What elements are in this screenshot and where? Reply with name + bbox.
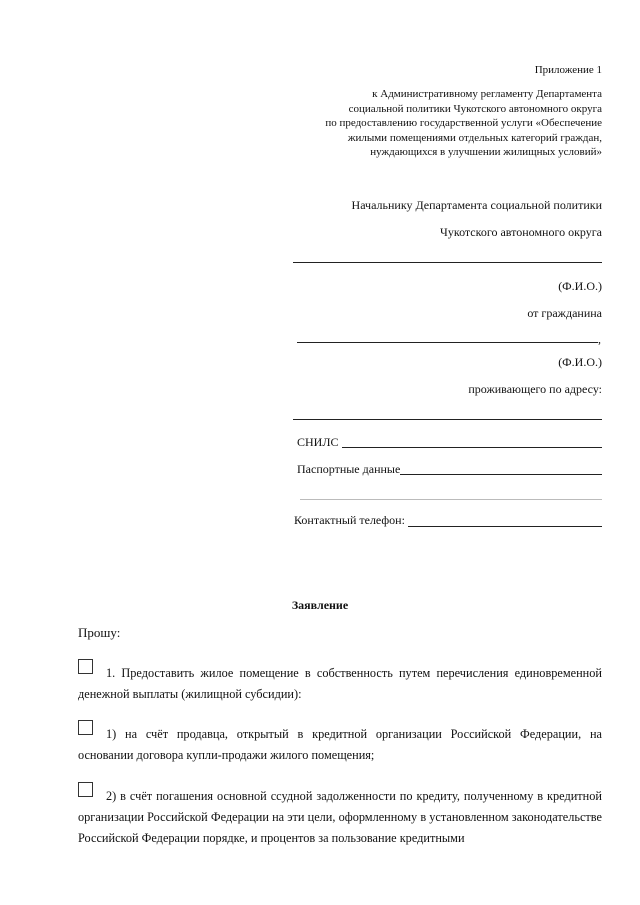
fio-caption-2: (Ф.И.О.) xyxy=(558,355,602,369)
regulation-line: к Административному регламенту Департамента xyxy=(372,88,602,100)
regulation-line: жилыми помещениями отдельных категорий граждан, xyxy=(347,131,602,144)
passport-extra-field[interactable] xyxy=(300,499,602,500)
snils-label: СНИЛС xyxy=(297,435,339,449)
snils-field[interactable] xyxy=(342,447,602,448)
passport-field[interactable] xyxy=(400,474,602,475)
addressee-line-2: Чукотского автономного округа xyxy=(440,225,602,239)
regulation-line: нуждающихся в улучшении жилищных условий» xyxy=(370,146,602,159)
phone-field[interactable] xyxy=(408,526,602,527)
item-1-2-text xyxy=(78,786,602,849)
item-1-text xyxy=(78,663,602,705)
citizen-name-field[interactable] xyxy=(297,342,598,343)
phone-label: Контактный телефон: xyxy=(294,513,405,527)
appendix-number: Приложение 1 xyxy=(534,64,602,76)
passport-label: Паспортные данные xyxy=(297,462,401,476)
regulation-line: по предоставлению государственной услуги «Обеспечение xyxy=(325,117,602,130)
comma: , xyxy=(598,332,601,346)
item-1-2-label: 2) в счёт погашения основной ссудной задолженности по кредиту, полученному в кредитной организации Российской Федерации на эти цели, оформленному в установленном законодательстве Российской Федерации порядке, и процентов за пользование кредитными xyxy=(78,789,602,845)
item-1-label: 1. Предоставить жилое помещение в собственность путем перечисления единовременной денежной выплаты (жилищной субсидии): xyxy=(78,666,602,701)
regulation-line: социальной политики Чукотского автономного округа xyxy=(348,102,602,115)
address-field[interactable] xyxy=(293,419,602,420)
item-1-1-label: 1) на счёт продавца, открытый в кредитной организации Российской Федерации, на основании договора купли-продажи жилого помещения; xyxy=(78,727,602,762)
from-citizen-label: от гражданина xyxy=(527,306,602,320)
request-lead: Прошу: xyxy=(78,625,121,640)
fio-caption-1: (Ф.И.О.) xyxy=(558,279,602,293)
head-name-field[interactable] xyxy=(293,262,602,263)
addressee-line-1: Начальнику Департамента социальной политики xyxy=(351,198,602,212)
item-1-1-text xyxy=(78,724,602,766)
regulation-reference xyxy=(302,87,602,160)
statement-title: Заявление xyxy=(291,598,349,612)
residing-label: проживающего по адресу: xyxy=(468,382,602,396)
